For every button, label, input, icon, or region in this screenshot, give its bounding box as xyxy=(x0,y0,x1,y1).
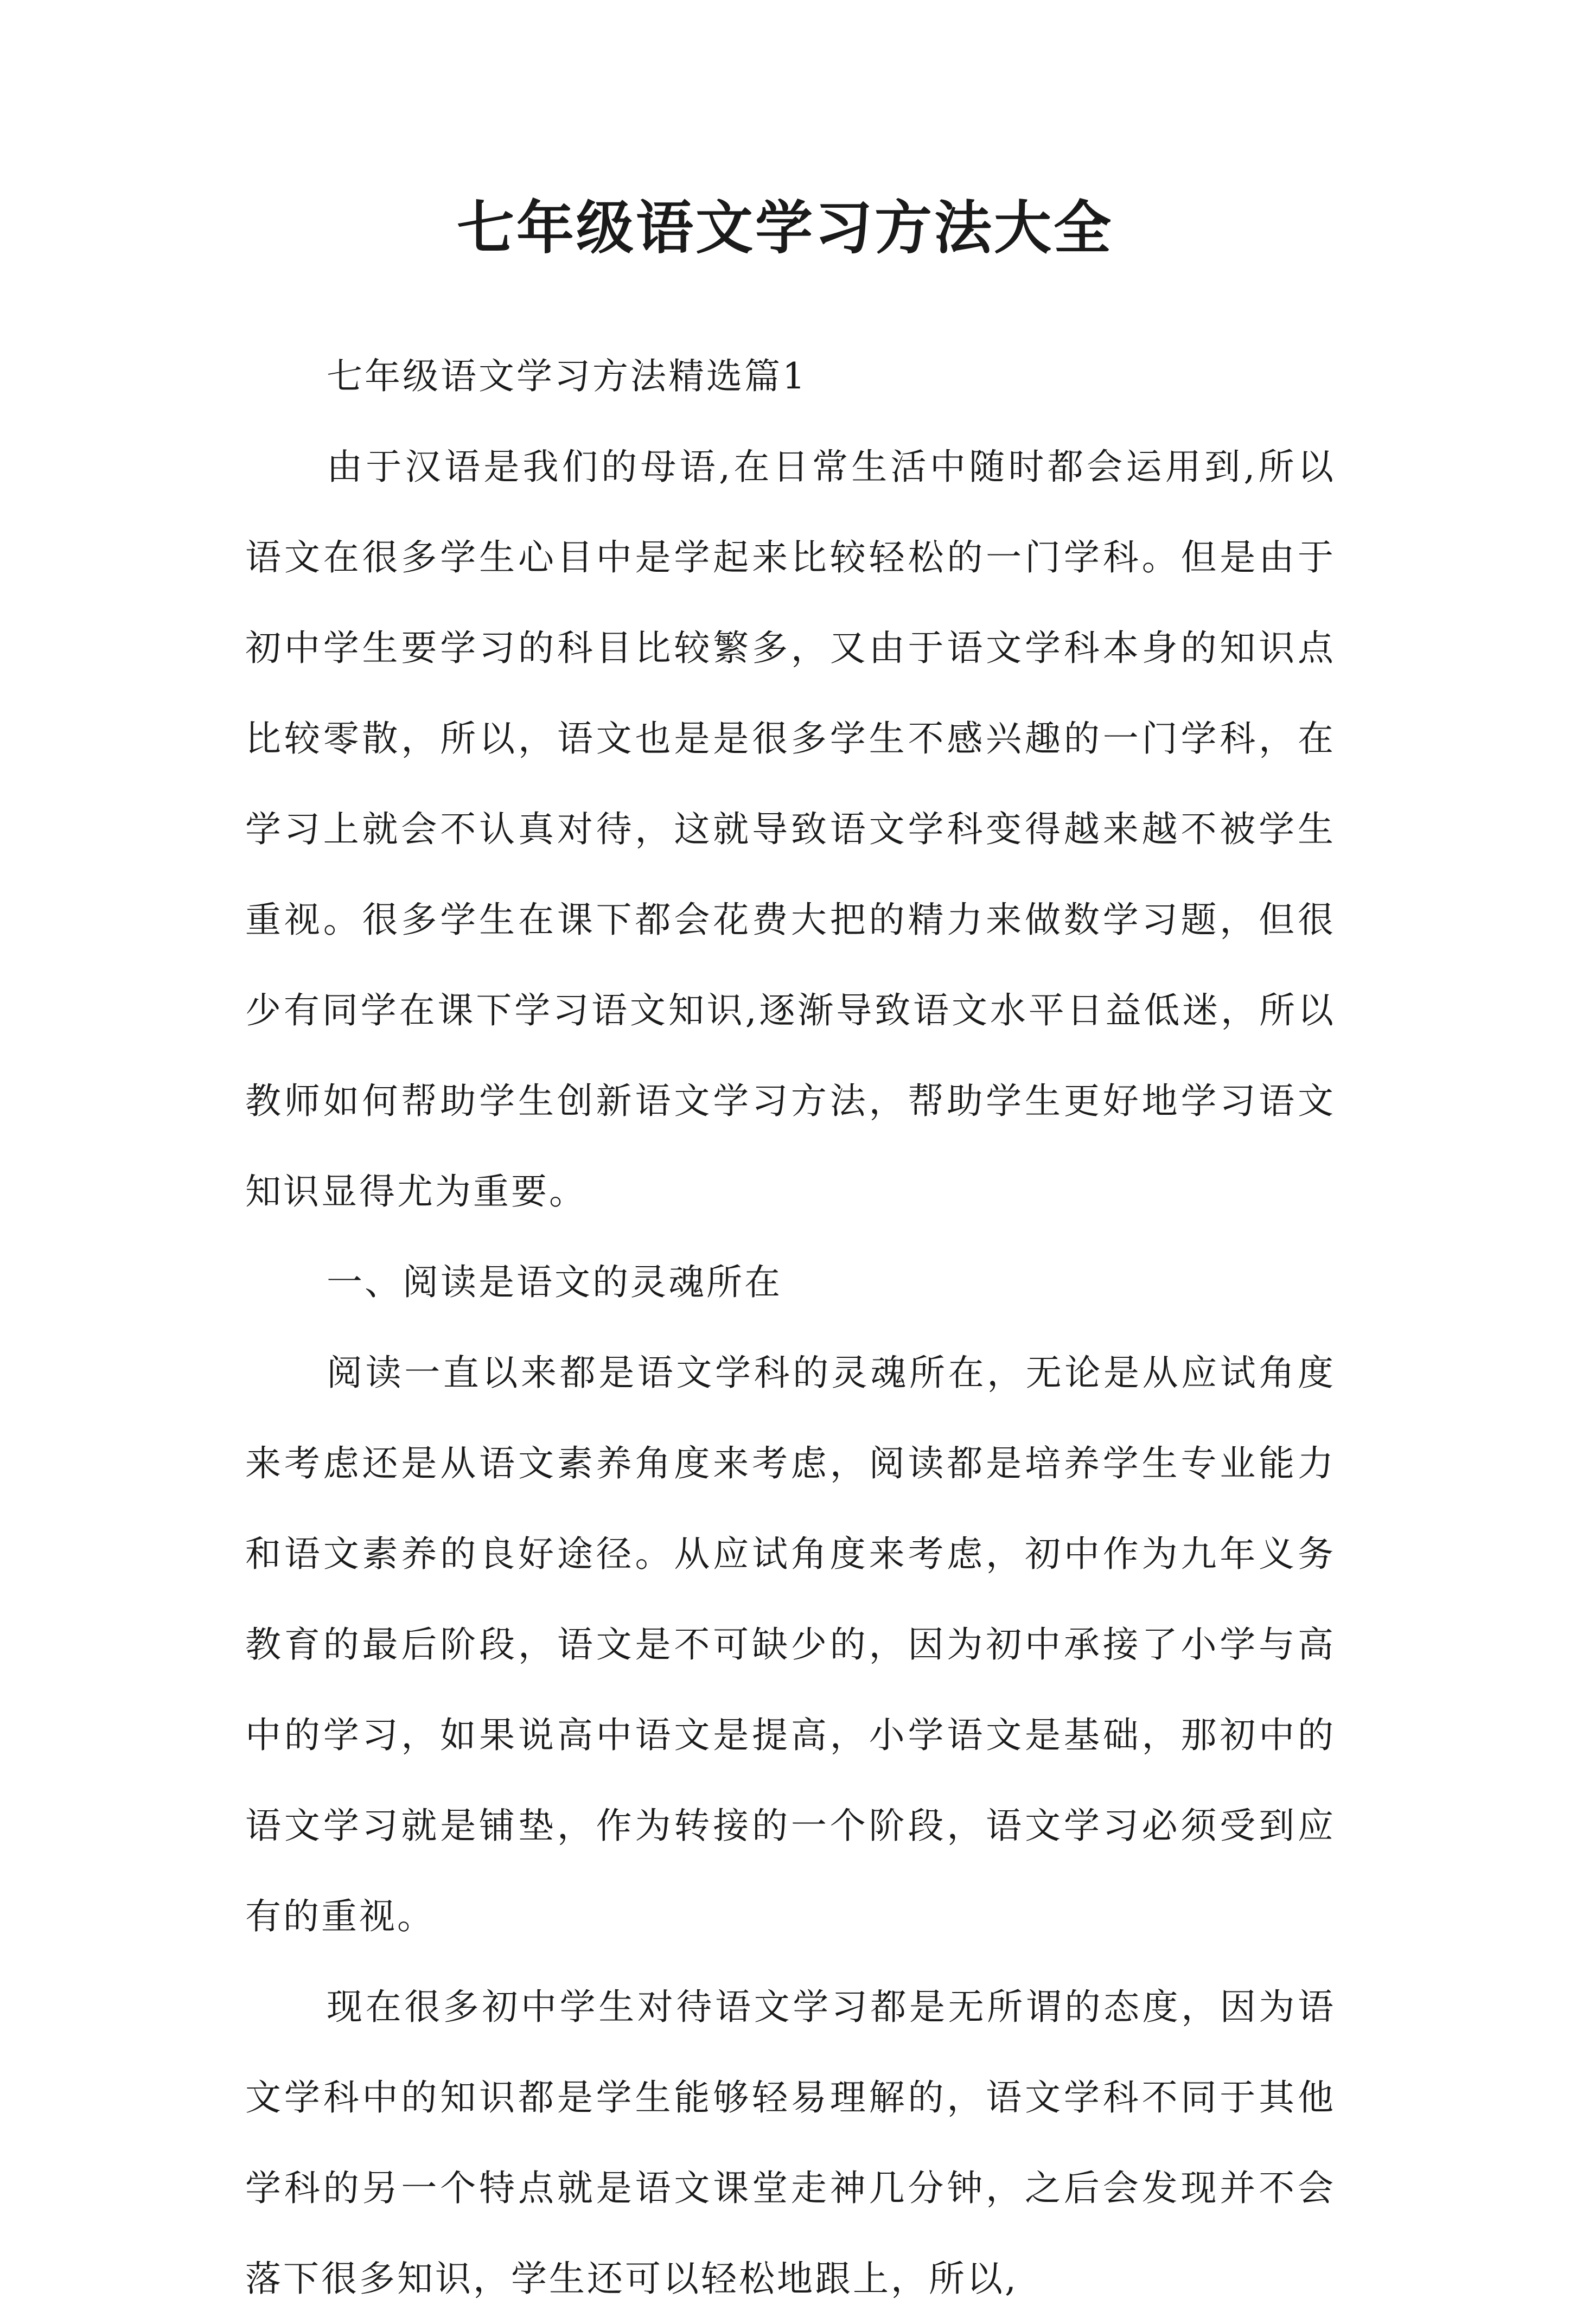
body-paragraph: 由于汉语是我们的母语,在日常生活中随时都会运用到,所以语文在很多学生心目中是学起来比较轻松的一门学科。但是由于初中学生要学习的科目比较繁多，又由于语文学科本身的知识点比较零散，所以，语文也是是很多学生不感兴趣的一门学科，在学习上就会不认真对待，这就导致语文学科变得越来越不被学生重视。很多学生在课下都会花费大把的精力来做数学习题，但很少有同学在课下学习语文知识,逐渐导致语文水平日益低迷，所以教师如何帮助学生创新语文学习方法，帮助学生更好地学习语文知识显得尤为重要。 xyxy=(245,446,1336,1212)
body-paragraph: 阅读一直以来都是语文学科的灵魂所在，无论是从应试角度来考虑还是从语文素养角度来考虑，阅读都是培养学生专业能力和语文素养的良好途径。从应试角度来考虑，初中作为九年义务教育的最后阶段，语文是不可缺少的，因为初中承接了小学与高中的学习，如果说高中语文是提高，小学语文是基础，那初中的语文学习就是铺垫，作为转接的一个阶段，语文学习必须受到应有的重视。 xyxy=(245,1352,1336,1937)
body-paragraph: 现在很多初中学生对待语文学习都是无所谓的态度，因为语文学科中的知识都是学生能够轻易理解的，语文学科不同于其他学科的另一个特点就是语文课堂走神几分钟，之后会发现并不会落下很多知识，学生还可以轻松地跟上，所以, xyxy=(245,1986,1336,2300)
section-heading: 七年级语文学习方法精选篇1 xyxy=(327,355,807,397)
document-body xyxy=(245,331,1336,2324)
document-title: 七年级语文学习方法大全 xyxy=(457,194,1113,261)
section-heading: 一、阅读是语文的灵魂所在 xyxy=(327,1261,782,1303)
